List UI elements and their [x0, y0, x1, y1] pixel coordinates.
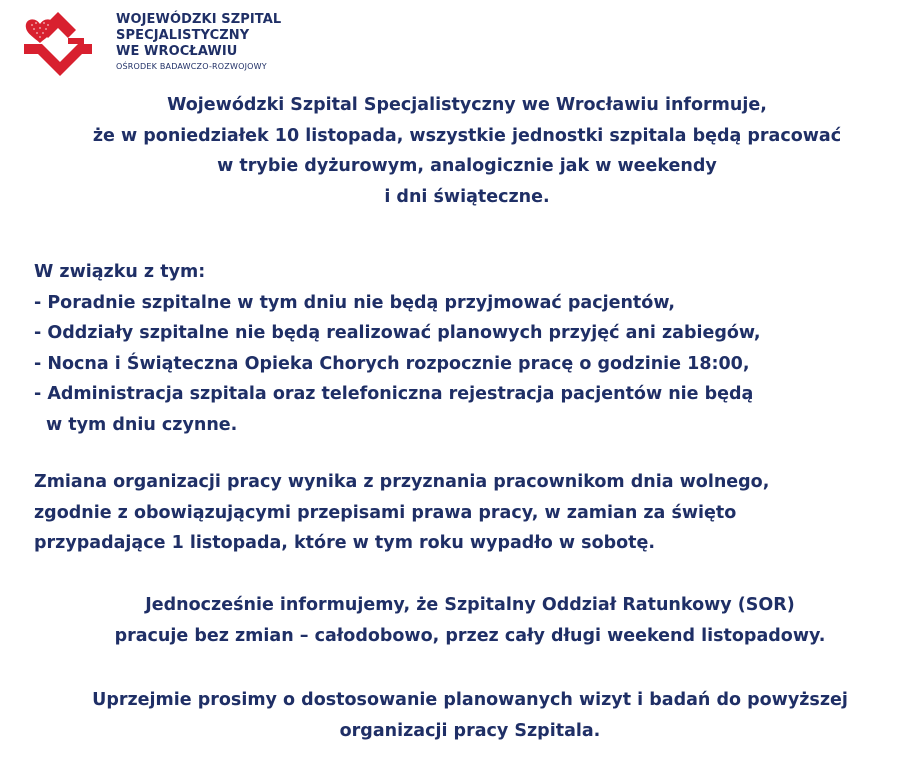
list-heading: W związku z tym:	[34, 262, 206, 282]
hospital-name	[116, 12, 281, 73]
closing-line: organizacji pracy Szpitala.	[339, 720, 601, 741]
list-item-continuation: w tym dniu czynne.	[46, 414, 238, 435]
list-item: - Oddziały szpitalne nie będą realizować planowych przyjęć ani zabiegów,	[34, 323, 761, 343]
hospital-name-line-3: WE WROCŁAWIU	[116, 44, 238, 59]
hospital-header	[22, 10, 322, 80]
list-item: - Poradnie szpitalne w tym dniu nie będą przyjmować pacjentów,	[34, 292, 676, 313]
organization-line: zgodnie z obowiązującymi przepisami prawa pracy, w zamian za święto	[34, 502, 737, 523]
sor-paragraph	[0, 590, 916, 651]
intro-line: w trybie dyżurowym, analogicznie jak w weekendy	[217, 156, 717, 176]
intro-line: i dni świąteczne.	[384, 186, 550, 207]
hospital-subtitle: OŚRODEK BADAWCZO-ROZWOJOWY	[116, 62, 267, 71]
closing-paragraph	[0, 685, 916, 746]
closing-line: Uprzejmie prosimy o dostosowanie planowanych wizyt i badań do powyższej	[92, 690, 848, 710]
hospital-heart-cross-logo	[22, 10, 94, 78]
organization-line: Zmiana organizacji pracy wynika z przyznania pracownikom dnia wolnego,	[34, 472, 770, 492]
hospital-name-line-2: SPECJALISTYCZNY	[116, 28, 250, 43]
organization-line: przypadające 1 listopada, które w tym roku wypadło w sobotę.	[34, 533, 656, 553]
sor-line: Jednocześnie informujemy, że Szpitalny Oddział Ratunkowy (SOR)	[145, 595, 795, 615]
list-item: - Administracja szpitala oraz telefoniczna rejestracja pacjentów nie będą	[34, 384, 754, 404]
intro-paragraph	[0, 90, 916, 212]
list-item: - Nocna i Świąteczna Opieka Chorych rozpocznie pracę o godzinie 18:00,	[34, 353, 750, 374]
organization-paragraph	[34, 467, 769, 559]
sor-line: pracuje bez zmian – całodobowo, przez cały długi weekend listopadowy.	[114, 625, 826, 646]
intro-line: Wojewódzki Szpital Specjalistyczny we Wrocławiu informuje,	[167, 95, 767, 115]
hospital-name-line-1: WOJEWÓDZKI SZPITAL	[116, 12, 282, 27]
measures-list	[34, 257, 761, 440]
intro-line: że w poniedziałek 10 listopada, wszystkie jednostki szpitala będą pracować	[92, 125, 842, 146]
